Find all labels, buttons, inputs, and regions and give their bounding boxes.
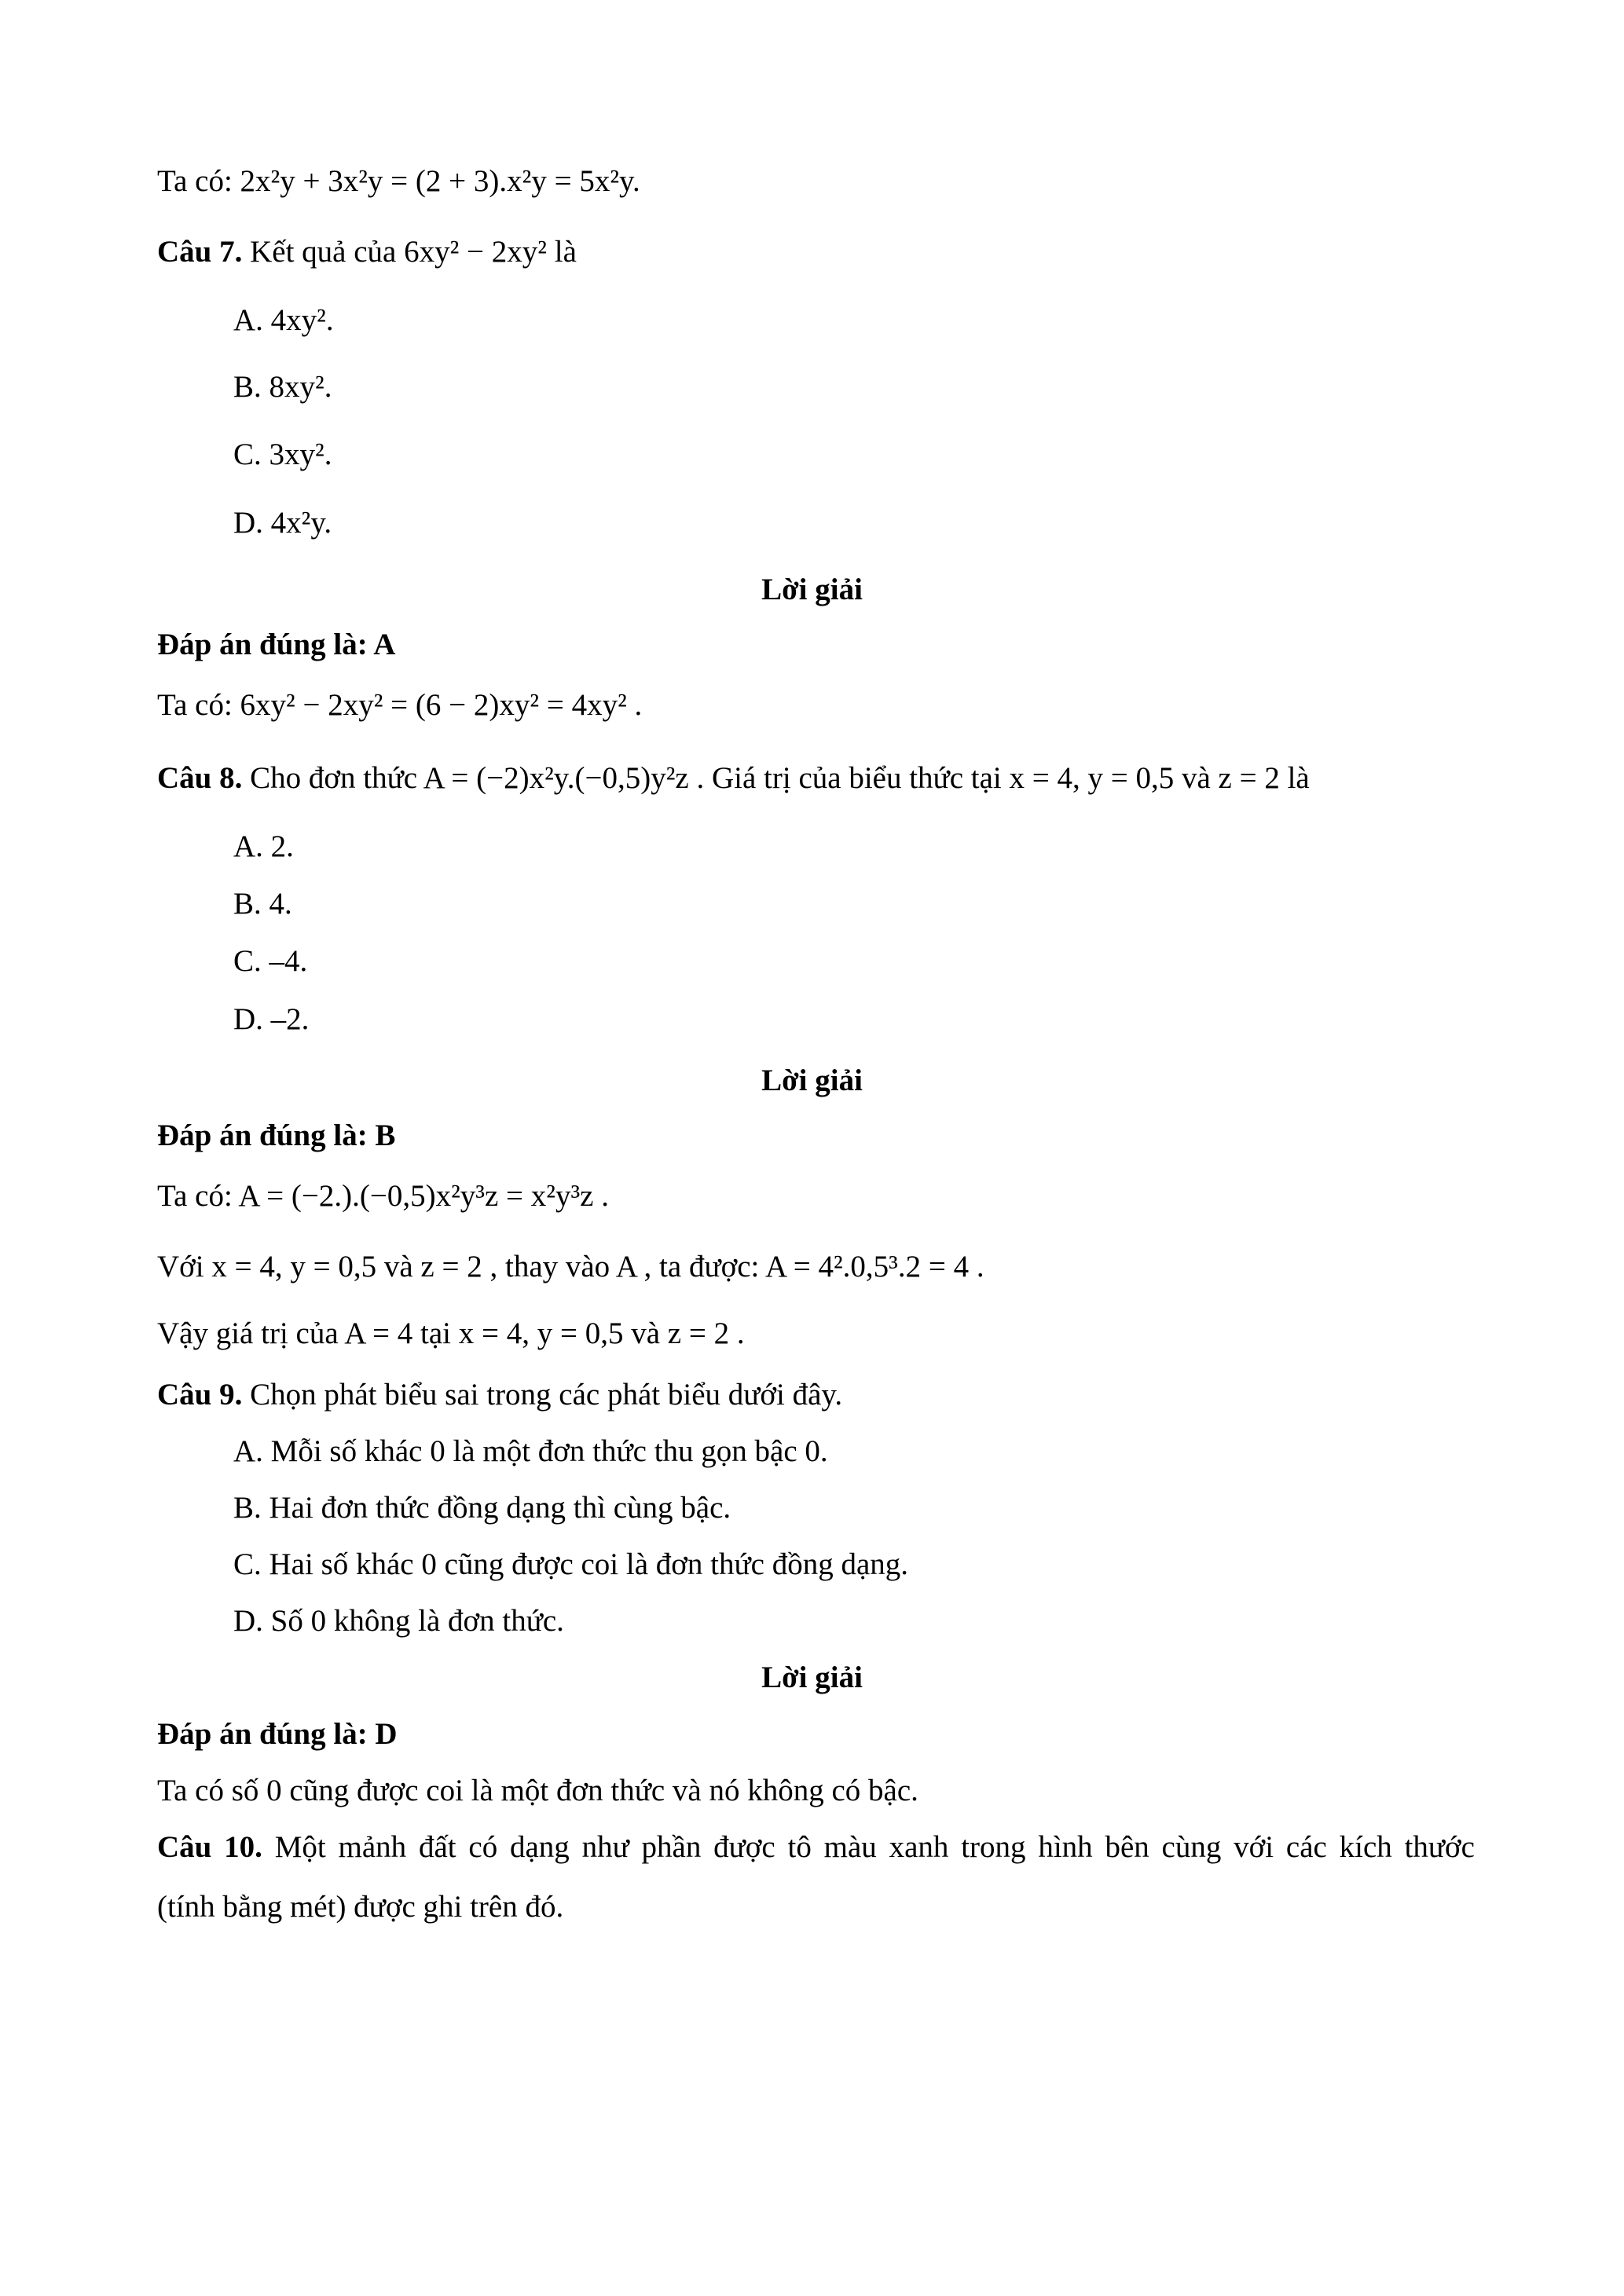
option-a: A. 4xy². bbox=[233, 303, 334, 337]
option-c: C. –4. bbox=[233, 944, 308, 978]
question-text: Cho đơn thức A = (−2)x²y.(−0,5)y²z . Giá trị của biểu thức tại x = 4, y = 0,5 và z = 2 là bbox=[250, 761, 1310, 795]
option-c: C. 3xy². bbox=[233, 438, 332, 471]
question-8 bbox=[157, 758, 1475, 799]
option-d: D. –2. bbox=[233, 1002, 310, 1036]
question-text: Một mảnh đất có dạng như phần được tô màu xanh trong hình bên cùng với các kích thước bbox=[274, 1830, 1475, 1864]
question-label: Câu 10. bbox=[157, 1830, 262, 1864]
option-c: C. Hai số khác 0 cũng được coi là đơn thức đồng dạng. bbox=[233, 1547, 909, 1581]
answer-line: Đáp án đúng là: A bbox=[157, 628, 396, 661]
solution-heading: Lời giải bbox=[761, 1064, 863, 1097]
question-text: Chọn phát biểu sai trong các phát biểu dưới đây. bbox=[250, 1378, 843, 1412]
option-a: A. Mỗi số khác 0 là một đơn thức thu gọn bậc 0. bbox=[233, 1434, 828, 1468]
question-text: Kết quả của 6xy² − 2xy² là bbox=[250, 235, 577, 269]
question-label: Câu 9. bbox=[157, 1378, 243, 1412]
explanation-line: Vậy giá trị của A = 4 tại x = 4, y = 0,5 và z = 2 . bbox=[157, 1316, 745, 1350]
solution-heading: Lời giải bbox=[761, 573, 863, 606]
option-b: B. Hai đơn thức đồng dạng thì cùng bậc. bbox=[233, 1491, 731, 1525]
answer-line: Đáp án đúng là: B bbox=[157, 1119, 396, 1152]
question-text-continuation: (tính bằng mét) được ghi trên đó. bbox=[157, 1890, 564, 1924]
question-9 bbox=[157, 1375, 1475, 1415]
question-label: Câu 7. bbox=[157, 235, 243, 269]
answer-line: Đáp án đúng là: D bbox=[157, 1717, 398, 1751]
q6-solution-line: Ta có: 2x²y + 3x²y = (2 + 3).x²y = 5x²y. bbox=[157, 164, 640, 198]
solution-heading: Lời giải bbox=[761, 1661, 863, 1694]
question-label: Câu 8. bbox=[157, 761, 243, 795]
option-a: A. 2. bbox=[233, 829, 294, 863]
option-b: B. 4. bbox=[233, 887, 292, 921]
option-d: D. Số 0 không là đơn thức. bbox=[233, 1604, 564, 1638]
explanation-line: Ta có số 0 cũng được coi là một đơn thức và nó không có bậc. bbox=[157, 1774, 918, 1807]
explanation-line: Ta có: A = (−2.).(−0,5)x²y³z = x²y³z . bbox=[157, 1179, 609, 1213]
explanation-line: Với x = 4, y = 0,5 và z = 2 , thay vào A , ta được: A = 4².0,5³.2 = 4 . bbox=[157, 1250, 984, 1283]
option-d: D. 4x²y. bbox=[233, 506, 332, 540]
question-10 bbox=[157, 1827, 1475, 1868]
explanation-line: Ta có: 6xy² − 2xy² = (6 − 2)xy² = 4xy² . bbox=[157, 688, 643, 722]
option-b: B. 8xy². bbox=[233, 370, 332, 404]
question-7 bbox=[157, 232, 1475, 273]
